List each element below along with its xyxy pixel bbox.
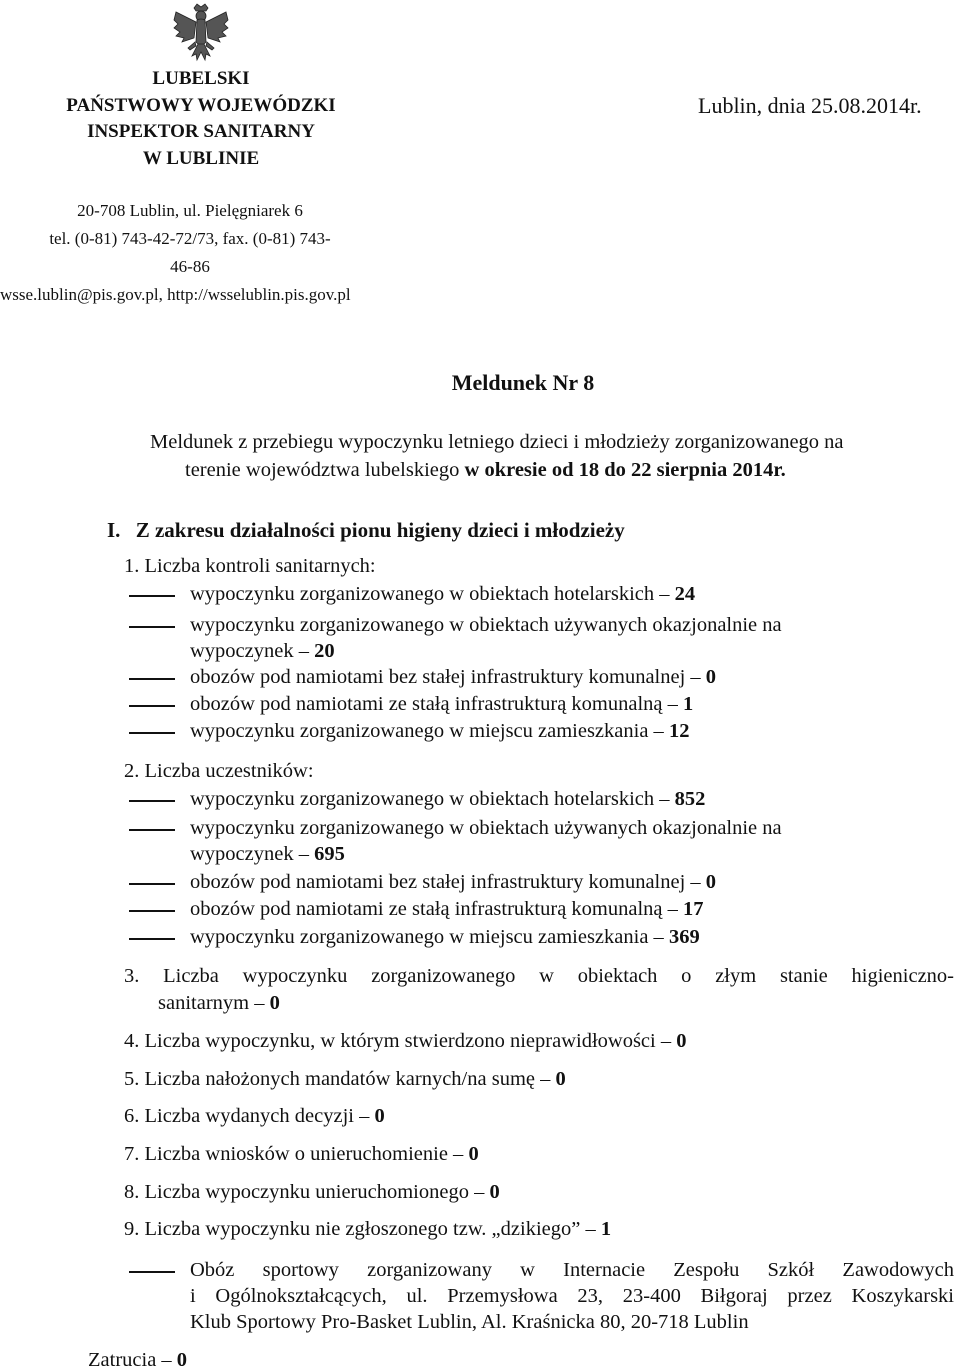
intro-period: w okresie od 18 do 22 sierpnia 2014r.	[464, 459, 786, 481]
dash-bullet	[129, 910, 175, 912]
dash-bullet	[129, 732, 175, 734]
list-item-continuation	[190, 640, 335, 663]
item-3-label: 3. Liczba wypoczynku zorganizowanego w obiektach o złym stanie higieniczno-	[124, 965, 954, 987]
item-value: 1	[600, 1218, 612, 1240]
item-value: 0	[705, 666, 717, 688]
item-text: wypoczynku zorganizowanego w miejscu zamieszkania –	[190, 926, 669, 948]
item-value: 17	[683, 898, 704, 920]
intro-text: terenie województwa lubelskiego	[185, 459, 465, 481]
list-item	[190, 720, 689, 743]
item-value: 0	[676, 1030, 687, 1052]
item-7	[124, 1143, 479, 1166]
email-website: wsse.lublin@pis.gov.pl, http://wsselublin.pis.gov.pl	[0, 285, 351, 304]
item-text: 5. Liczba nałożonych mandatów karnych/na sumę –	[124, 1068, 556, 1090]
item-text: obozów pod namiotami bez stałej infrastruktury komunalnej –	[190, 666, 706, 688]
item-2-label: 2. Liczba uczestników:	[124, 760, 314, 782]
item-8	[124, 1181, 500, 1204]
dash-bullet	[129, 678, 175, 680]
dash-bullet	[129, 595, 175, 597]
org-line: INSPEKTOR SANITARNY	[87, 121, 315, 142]
item-9-detail-line: i Ogólnokształcących, ul. Przemysłowa 23, 23-400 Biłgoraj przez Koszykarski	[190, 1285, 954, 1307]
report-title: Meldunek Nr 8	[451, 370, 595, 395]
item-text: 9. Liczba wypoczynku nie zgłoszonego tzw. „dzikiego” –	[124, 1218, 601, 1240]
polish-eagle-emblem-icon	[168, 2, 234, 68]
contact-block	[0, 197, 351, 309]
phone-fax: tel. (0-81) 743-42-72/73, fax. (0-81) 743-46-86	[49, 229, 331, 276]
item-text: obozów pod namiotami ze stałą infrastrukturą komunalną –	[190, 693, 684, 715]
item-text: 8. Liczba wypoczynku unieruchomionego –	[124, 1181, 490, 1203]
item-text: wypoczynku zorganizowanego w obiektach hotelarskich –	[190, 788, 675, 810]
item-9	[124, 1218, 611, 1241]
dash-bullet	[129, 829, 175, 831]
item-text: wypoczynek –	[190, 640, 315, 662]
item-value: 0	[555, 1068, 566, 1090]
org-line: PAŃSTWOWY WOJEWÓDZKI	[66, 94, 336, 116]
item-text: 4. Liczba wypoczynku, w którym stwierdzono nieprawidłowości –	[124, 1030, 677, 1052]
report-intro	[150, 428, 940, 484]
dash-bullet	[129, 705, 175, 707]
list-item	[190, 871, 716, 894]
item-value: 24	[674, 583, 696, 605]
org-line: LUBELSKI	[152, 68, 250, 89]
intro-line-1: Meldunek z przebiegu wypoczynku letniego dzieci i młodzieży zorganizowanego na	[150, 431, 844, 453]
dash-bullet	[129, 626, 175, 628]
organization-name	[40, 66, 362, 172]
item-value: 852	[674, 788, 706, 810]
item-value: 0	[176, 1349, 188, 1371]
item-text: 6. Liczba wydanych decyzji –	[124, 1105, 375, 1127]
item-value: 12	[668, 720, 690, 742]
dash-bullet	[129, 883, 175, 885]
dash-bullet	[129, 800, 175, 802]
item-text: sanitarnym –	[158, 992, 270, 1014]
item-text: wypoczynku zorganizowanego w miejscu zamieszkania –	[190, 720, 669, 742]
list-item	[190, 898, 704, 921]
item-value: 0	[269, 992, 280, 1014]
list-item	[190, 583, 695, 606]
item-text: 7. Liczba wniosków o unieruchomienie –	[124, 1143, 469, 1165]
item-9-detail-line: Klub Sportowy Pro-Basket Lublin, Al. Kraśnicka 80, 20-718 Lublin	[190, 1311, 749, 1333]
item-value: 1	[683, 693, 694, 715]
section-number: I.	[107, 518, 121, 542]
intro-line-2	[150, 456, 940, 484]
item-text: obozów pod namiotami ze stałą infrastrukturą komunalną –	[190, 898, 684, 920]
list-item	[190, 926, 700, 949]
item-5	[124, 1068, 566, 1091]
item-text: Zatrucia –	[88, 1349, 177, 1371]
item-6	[124, 1105, 385, 1128]
item-4	[124, 1030, 686, 1053]
list-item	[190, 788, 705, 811]
org-line: W LUBLINIE	[142, 147, 260, 169]
document-date: Lublin, dnia 25.08.2014r.	[698, 93, 922, 118]
poisoning-count	[88, 1349, 187, 1372]
list-item-continuation	[190, 843, 345, 866]
item-value: 0	[705, 871, 717, 893]
item-value: 369	[668, 926, 700, 948]
item-value: 0	[468, 1143, 479, 1165]
dash-bullet	[129, 1271, 175, 1273]
dash-bullet	[129, 938, 175, 940]
item-value: 0	[489, 1181, 500, 1203]
address: 20-708 Lublin, ul. Pielęgniarek 6	[77, 201, 303, 220]
section-heading	[107, 518, 625, 543]
item-9-detail-line: Obóz sportowy zorganizowany w Internacie Zespołu Szkół Zawodowych	[190, 1259, 954, 1281]
list-item	[190, 693, 693, 716]
item-value: 20	[314, 640, 335, 662]
item-text: obozów pod namiotami bez stałej infrastruktury komunalnej –	[190, 871, 706, 893]
list-item	[190, 666, 716, 689]
item-text: wypoczynek –	[190, 843, 315, 865]
list-item: wypoczynku zorganizowanego w obiektach używanych okazjonalnie na	[190, 817, 782, 839]
item-1-label: 1. Liczba kontroli sanitarnych:	[124, 555, 376, 577]
item-text: wypoczynku zorganizowanego w obiektach hotelarskich –	[190, 583, 675, 605]
item-value: 695	[314, 843, 345, 865]
list-item: wypoczynku zorganizowanego w obiektach używanych okazjonalnie na	[190, 614, 782, 636]
item-value: 0	[374, 1105, 385, 1127]
section-title: Z zakresu działalności pionu higieny dzieci i młodzieży	[135, 518, 625, 542]
item-3-continuation	[158, 992, 280, 1015]
